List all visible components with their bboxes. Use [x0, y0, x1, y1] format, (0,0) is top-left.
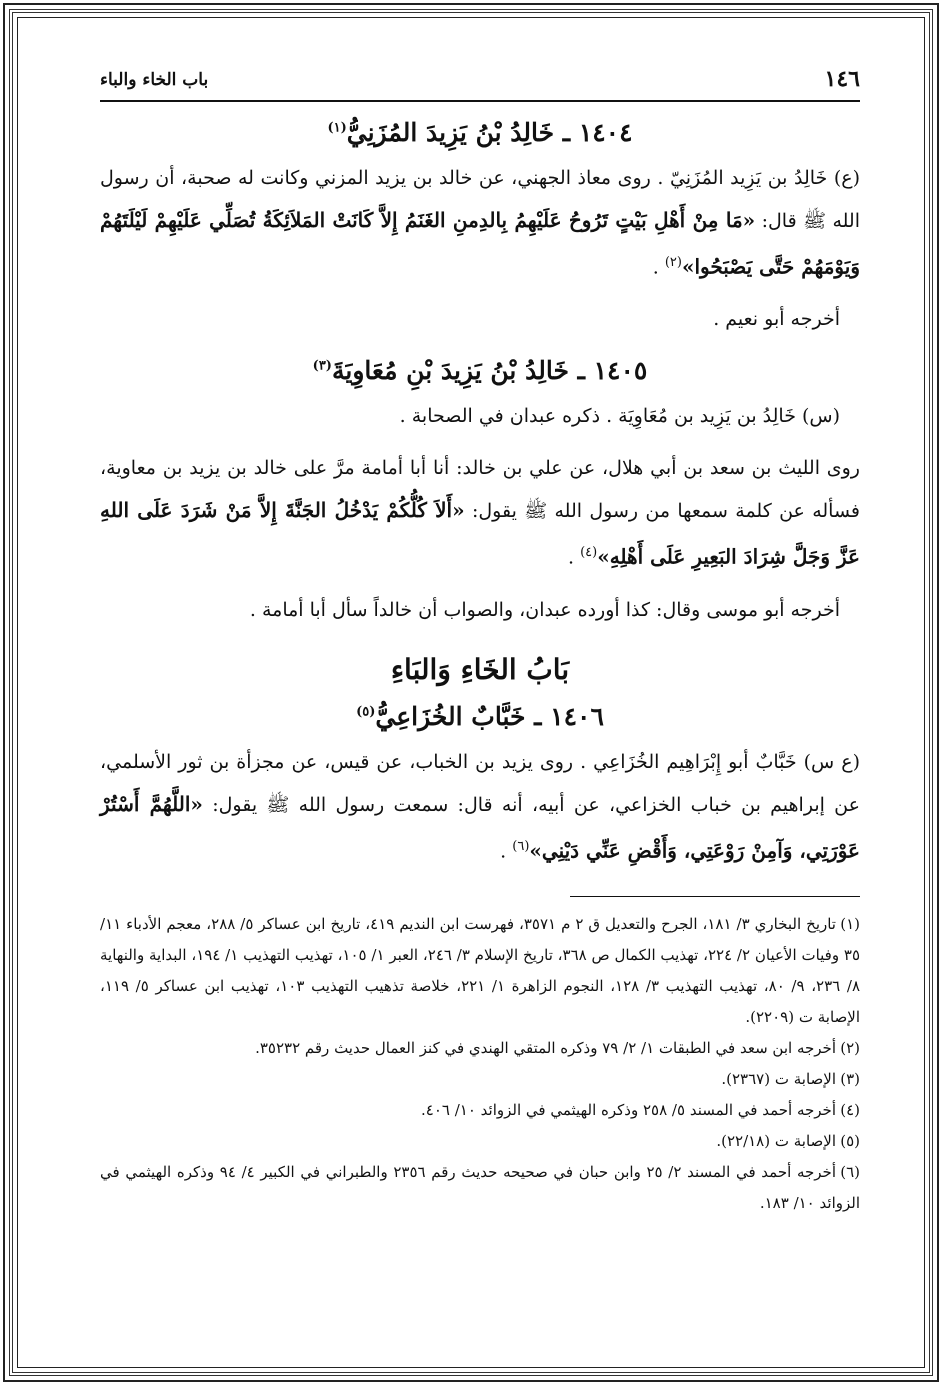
footnote-number: (١) — [840, 914, 860, 933]
hadith-text: «أَلاَ كُلُّكُمْ يَدْخُلُ الجَنَّةَ إِلاَّ مَنْ شَرَدَ عَلَى اللهِ عَزَّ وَجَلَّ شِرَادَ البَعِيرِ عَلَى أَهْلِهِ» — [100, 498, 860, 569]
entry-text: روى الليث بن سعد بن أبي هلال، عن علي بن خالد: أنا أبا أمامة مرَّ على خالد بن يزيد بن معاوية، فسأله عن كلمة سمعها من رسول الله ﷺ يقول: — [100, 457, 861, 523]
footnote-ref: (٥) — [356, 704, 376, 720]
footnote-text: الإصابة ت (٢٢/١٨). — [716, 1131, 836, 1150]
footnote-number: (٦) — [840, 1162, 860, 1181]
footnote-ref: (٣) — [312, 359, 332, 374]
footnote-ref: (٤) — [580, 545, 598, 561]
entry-text: (ع س) خَبَّابٌ أبو إِبْرَاهِيم الخُزَاعِي . روى يزيد بن الخباب، عن قيس، عن مجزأة بن ثور الأسلمي، عن إبراهيم بن خباب الخزاعي، عن أبيه، أنه قال: سمعت رسول الله ﷺ يقول: — [100, 750, 860, 816]
footnote-6 — [100, 1157, 860, 1219]
entry-title-1406 — [100, 702, 860, 731]
page-content — [100, 60, 860, 1360]
footnote-1 — [100, 909, 860, 1033]
footnote-text: أخرجه ابن سعد في الطبقات ١/ ٢/ ٧٩ وذكره المتقي الهندي في كنز العمال حديث رقم ٣٥٢٣٢. — [255, 1038, 836, 1057]
entry-source-1404: أخرجه أبو نعيم . — [713, 308, 840, 331]
hadith-text: «مَا مِنْ أَهْلِ بَيْتٍ تَرُوحُ عَلَيْهِمُ بِالدِمنِ الغَنَمُ إِلاَّ كَانَتْ المَلاَئِكَةُ تُصَلِّي عَلَيْهِمْ لَيْلَتَهُمْ وَيَوْمَهُمْ حَتَّى يَصْبَحُوا» — [100, 208, 860, 279]
end-punct: . — [652, 256, 659, 279]
entry-body-1406 — [100, 741, 860, 872]
entry-title-text: ١٤٠٥ ـ خَالِدُ بْنُ يَزِيدَ بْنِ مُعَاوِيَةَ — [331, 356, 648, 386]
entry-title-1404 — [100, 118, 860, 147]
entry-title-text: ١٤٠٦ ـ خَبَّابٌ الخُزَاعِيُّ — [375, 701, 604, 731]
page-number: ١٤٦ — [824, 66, 860, 92]
footnote-text: أخرجه أحمد في المسند ٥/ ٢٥٨ وذكره الهيثمي في الزوائد ١٠/ ٤٠٦. — [421, 1100, 836, 1119]
footnote-ref: (٦) — [512, 838, 530, 854]
entry-body-1405 — [100, 447, 860, 578]
end-punct: . — [567, 546, 575, 569]
hadith-text: «اللَّهُمَّ أَسْتُرْ عَوْرَتِي، وَآمِنْ رَوْعَتِي، وَأَقْضِ عَنِّي دَيْنِي» — [100, 791, 860, 862]
footnote-text: الإصابة ت (٢٣٦٧). — [721, 1069, 836, 1088]
footnote-separator — [570, 896, 860, 897]
entry-text: (ع) خَالِدُ بن يَزِيد المُزَنِيّ . روى معاذ الجهني، عن خالد بن يزيد المزني وكانت له صحبة، أن رسول الله ﷺ قال: — [100, 167, 860, 232]
chapter-title: بَابُ الخَاءِ وَالبَاءِ — [390, 652, 570, 686]
footnote-ref: (٢) — [664, 255, 682, 270]
entry-source-1405: أخرجه أبو موسى وقال: كذا أورده عبدان، والصواب أن خالداً سأل أبا أمامة . — [249, 598, 840, 621]
footnotes — [100, 909, 860, 1219]
footnote-number: (٣) — [840, 1069, 860, 1088]
footnote-number: (٢) — [840, 1038, 860, 1057]
footnote-text: أخرجه أحمد في المسند ٢/ ٢٥ وابن حبان في صحيحه حديث رقم ٢٣٥٦ والطبراني في الكبير ٤/ ٩٤ وذكره الهيثمي في الزوائد ١٠/ ١٨٣. — [100, 1162, 860, 1212]
footnote-ref: (١) — [327, 120, 347, 136]
entry-body-1404 — [100, 157, 860, 288]
footnote-number: (٤) — [840, 1100, 860, 1119]
end-punct: . — [500, 839, 507, 862]
entry-intro-1405: (س) خَالِدُ بن يَزِيد بن مُعَاوِيَة . ذكره عبدان في الصحابة . — [399, 405, 840, 428]
footnote-3 — [100, 1064, 860, 1095]
footnote-5 — [100, 1126, 860, 1157]
footnote-text: تاريخ البخاري ٣/ ١٨١، الجرح والتعديل ق ٢ م ٣٥٧١، فهرست ابن النديم ٤١٩، تاريخ ابن عساكر ٥/ ٢٨٨، معجم الأدباء ١١/ ٣٥ وفيات الأعيان ٢/ ٢٢٤، تهذيب الكمال ص ٣٦٨، تاريخ الإسلام ٣/ ٢٤٦، العبر ١/ ١٠٥، تهذيب التهذيب ١/ ١٩٤، البداية والنهاية ٨/ ٢٣٦، ٩/ ٨٠، تهذيب التهذيب ٣/ ١٢٨، النجوم الزاهرة ١/ ٢٢١، خلاصة تذهيب التهذيب ١٠٣، تهذيب ابن عساكر ٥/ ١١٩، الإصابة ت (٢٢٠٩). — [100, 914, 861, 1026]
page-header — [100, 60, 860, 102]
footnote-4 — [100, 1095, 860, 1126]
running-title: باب الخاء والباء — [100, 70, 209, 90]
entry-title-text: ١٤٠٤ ـ خَالِدُ بْنُ يَزِيدَ المُزَنِيُّ — [346, 118, 633, 147]
entry-title-1405 — [100, 356, 860, 385]
footnote-number: (٥) — [840, 1131, 860, 1150]
footnote-2 — [100, 1033, 860, 1064]
